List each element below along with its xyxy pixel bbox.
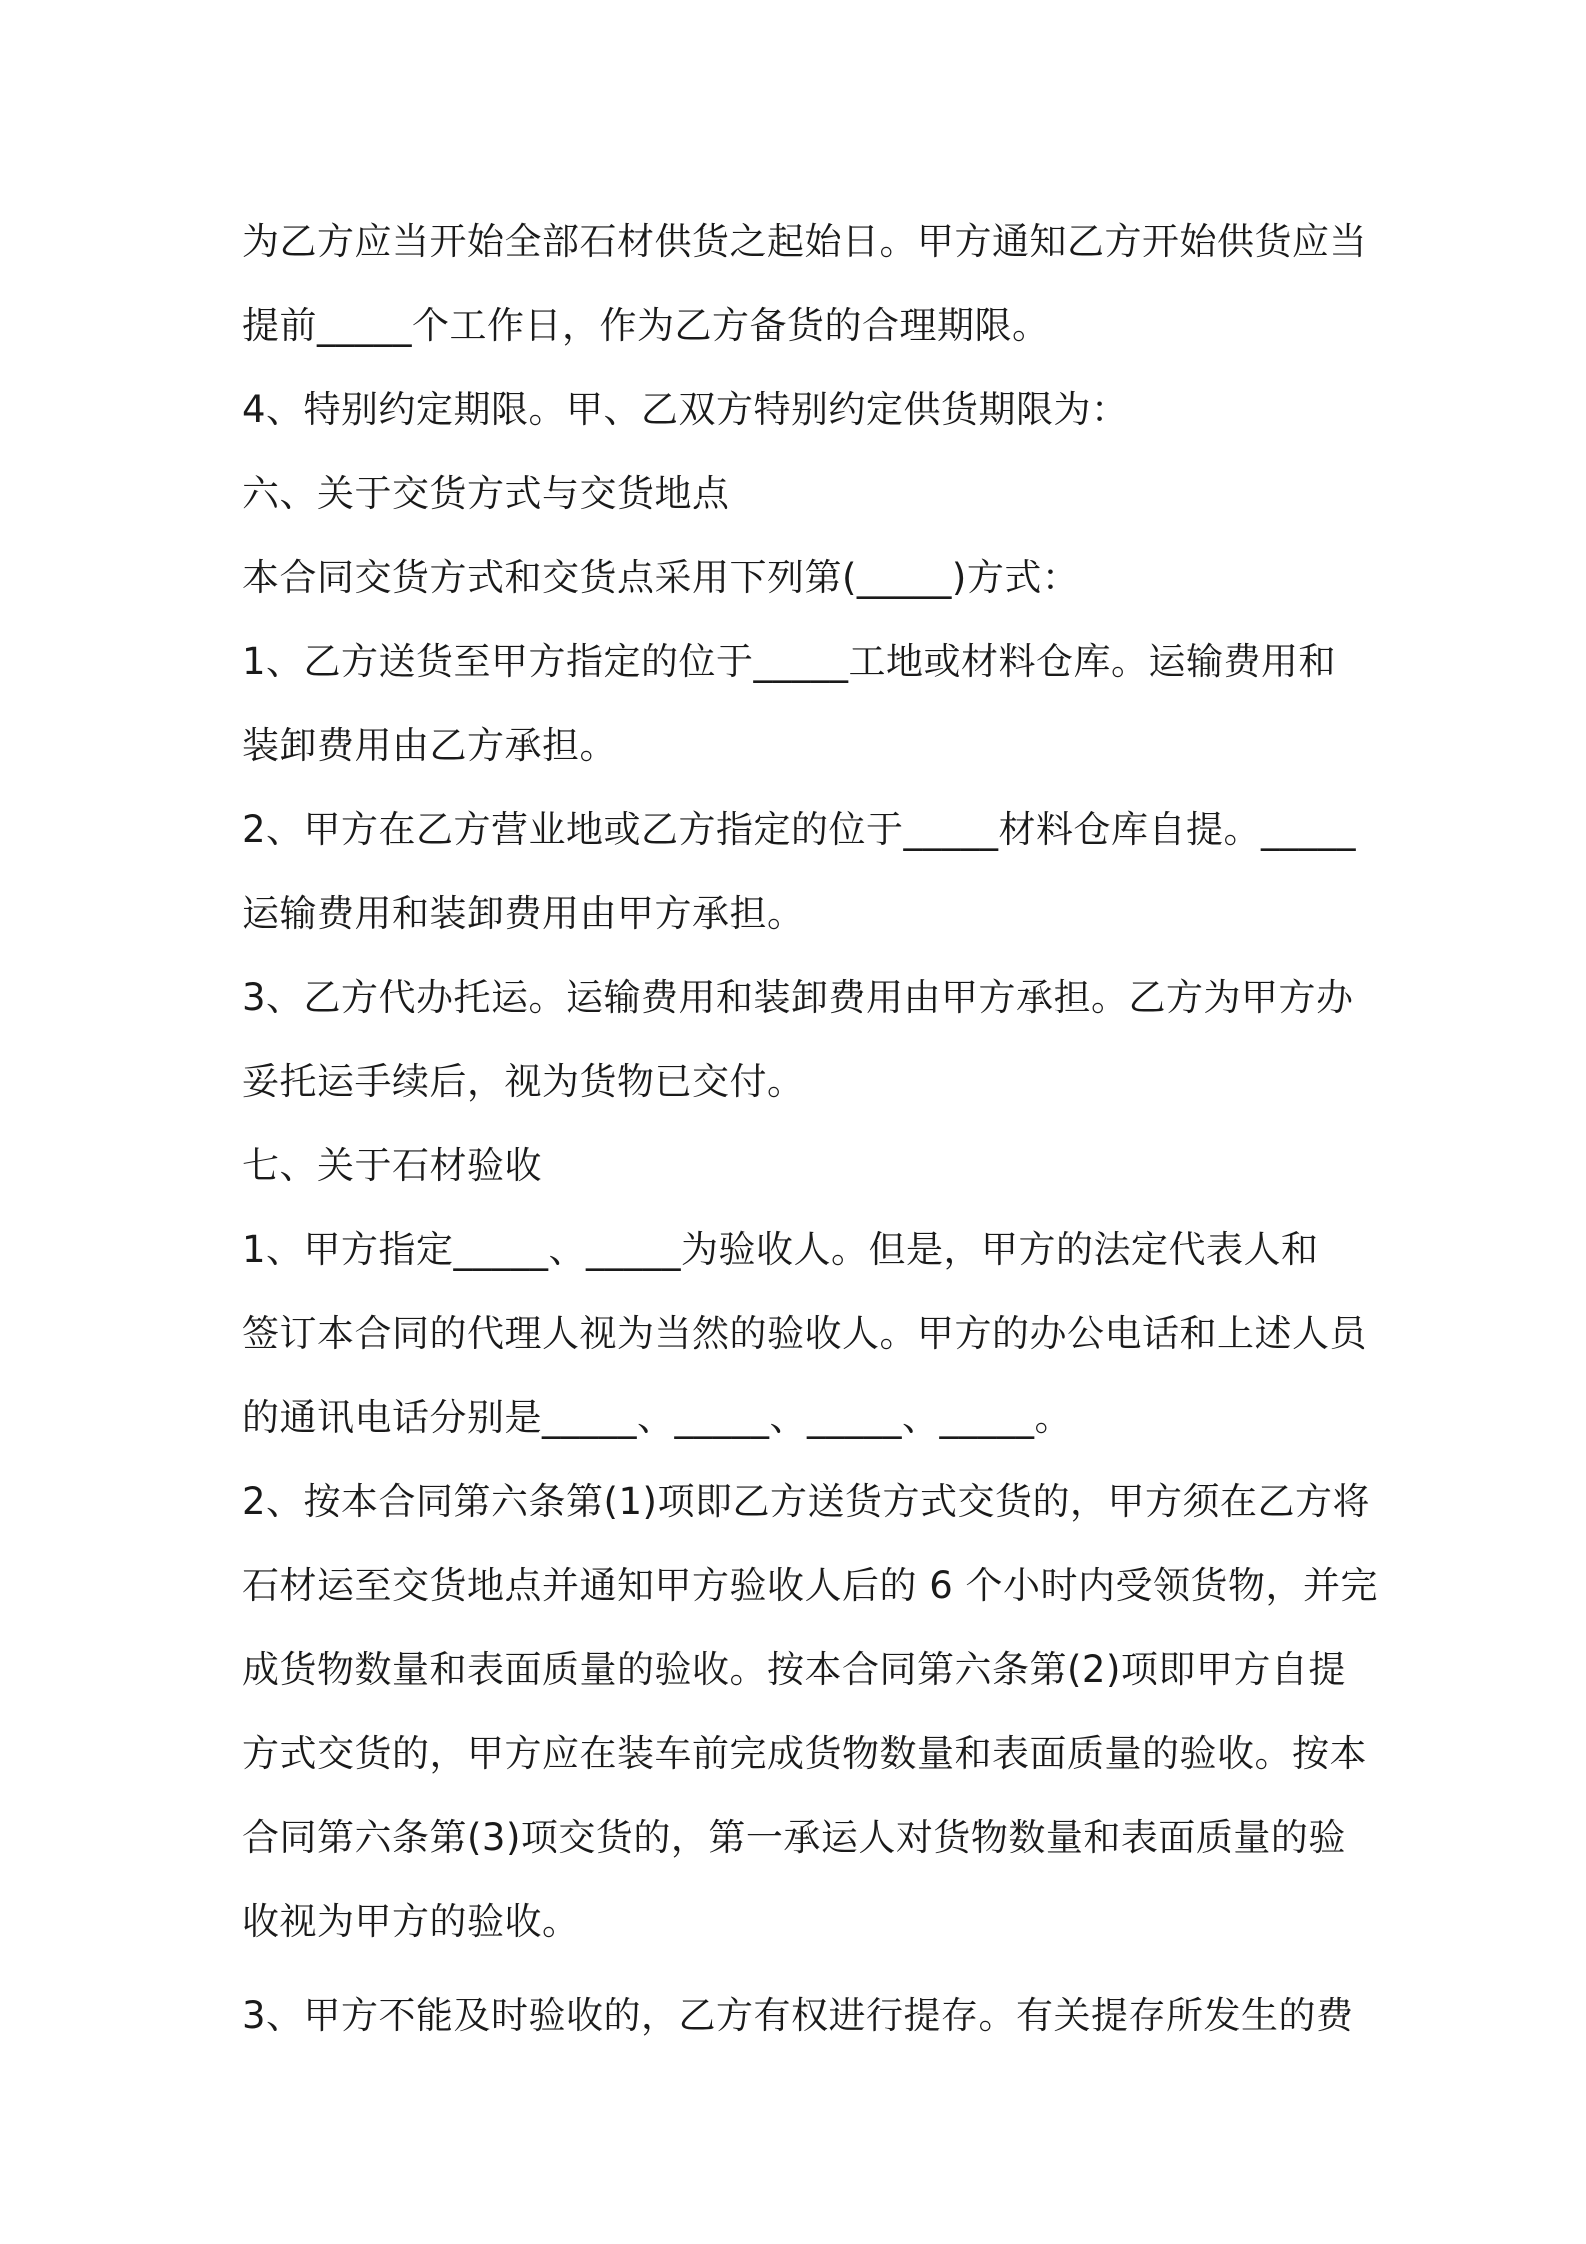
text-line: 3、乙方代办托运。运输费用和装卸费用由甲方承担。乙方为甲方办 (242, 976, 1354, 1019)
text-line: 1、甲方指定_____、_____为验收人。但是，甲方的法定代表人和 (242, 1228, 1319, 1271)
text-line: 装卸费用由乙方承担。 (242, 724, 617, 767)
text-line: 3、甲方不能及时验收的，乙方有权进行提存。有关提存所发生的费 (242, 1994, 1354, 2037)
text-line: 2、甲方在乙方营业地或乙方指定的位于_____材料仓库自提。_____ (242, 808, 1357, 851)
text-line: 方式交货的，甲方应在装车前完成货物数量和表面质量的验收。按本 (242, 1732, 1367, 1775)
text-line: 运输费用和装卸费用由甲方承担。 (242, 892, 805, 935)
text-line: 妥托运手续后，视为货物已交付。 (242, 1060, 805, 1103)
document-body (242, 200, 1379, 2058)
text-line: 1、乙方送货至甲方指定的位于_____工地或材料仓库。运输费用和 (242, 640, 1337, 683)
text-line: 的通讯电话分别是_____、_____、_____、_____。 (242, 1396, 1072, 1439)
text-line: 成货物数量和表面质量的验收。按本合同第六条第(2)项即甲方自提 (242, 1648, 1346, 1691)
section-heading: 七、关于石材验收 (242, 1144, 542, 1187)
text-line: 4、特别约定期限。甲、乙双方特别约定供货期限为： (242, 388, 1129, 431)
section-heading: 六、关于交货方式与交货地点 (242, 472, 730, 515)
text-line: 收视为甲方的验收。 (242, 1900, 580, 1943)
text-line: 提前_____个工作日，作为乙方备货的合理期限。 (242, 304, 1050, 347)
text-line: 签订本合同的代理人视为当然的验收人。甲方的办公电话和上述人员 (242, 1312, 1367, 1355)
text-line: 2、按本合同第六条第(1)项即乙方送货方式交货的，甲方须在乙方将 (242, 1480, 1370, 1523)
text-line: 合同第六条第(3)项交货的，第一承运人对货物数量和表面质量的验 (242, 1816, 1346, 1859)
text-line: 为乙方应当开始全部石材供货之起始日。甲方通知乙方开始供货应当 (242, 220, 1367, 263)
text-line: 本合同交货方式和交货点采用下列第(_____)方式： (242, 556, 1080, 599)
text-line: 石材运至交货地点并通知甲方验收人后的 6 个小时内受领货物，并完 (242, 1564, 1379, 1607)
